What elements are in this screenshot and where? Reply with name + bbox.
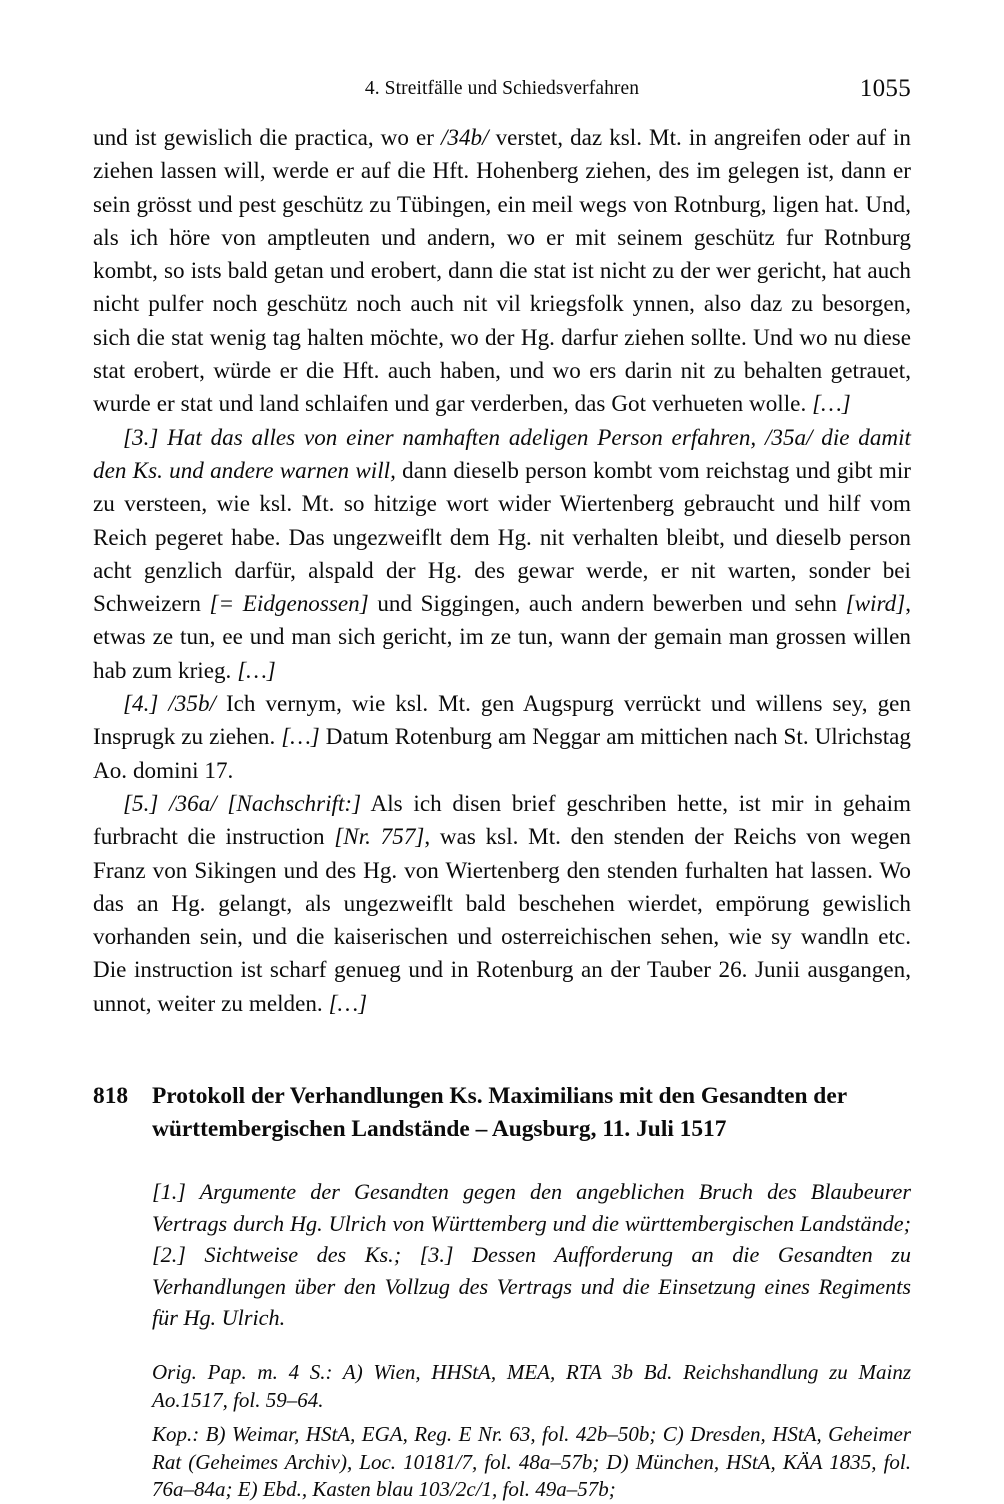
paragraph-5-marker: [5.] (123, 789, 159, 816)
gloss-wird: [wird] (845, 590, 906, 617)
nachschrift-label: [Nachschrift:] (227, 789, 362, 816)
archival-note-copies: Kop.: B) Weimar, HStA, EGA, Reg. E Nr. 63, fol. 42b–50b; C) Dresden, HStA, Geheimer Rat (Geheimes Archiv), Loc. 10181/7, fol. 48a–57b; D) München, HStA, KÄA 1835, fol. 76a–84a; E) Ebd., Kasten blau 103/2c/1, fol. 49a–57b; (152, 1422, 911, 1502)
folio-marker-36a: /36a/ (169, 789, 217, 816)
text-column (93, 121, 911, 1504)
paragraph-4-marker: [4.] (123, 690, 159, 717)
archival-note-original: Orig. Pap. m. 4 S.: A) Wien, HHStA, MEA, RTA 3b Bd. Reichshandlung zu Mainz Ao.1517, fol. 59–64. (152, 1359, 911, 1412)
folio-marker-34b: /34b/ (440, 124, 489, 150)
paragraph-3-ellipsis: […] (237, 656, 276, 683)
paragraph-5-text-a: Als ich disen brief geschriben hette, ist mir in gehaim furbracht die instruction (93, 789, 911, 850)
paragraph-1-ellipsis: […] (812, 390, 851, 417)
paragraph-4-text-b: Datum Rotenburg am Neggar am mittichen nach St. Ulrichstag Ao. domini 17. (93, 723, 911, 783)
paragraph-5-text-b: , was ksl. Mt. den stenden der Reichs von wegen Franz von Sikingen und des Hg. von Wiertenberg den stenden furhalten hat lassen. Wo das an Hg. gelangt, als ungezweiflt bald beschehen wierdet, empörung gewislich vorhanden sein, und die kaiserischen und osterreichischen sehen, wie sy wandln etc. Die instruction ist scharf genueg und in Rotenburg an der Tauber 26. Junii ausgangen, unnot, weiter zu melden. (93, 823, 911, 1016)
section-number: 818 (93, 1083, 129, 1110)
paragraph-continuation (93, 121, 911, 421)
reference-nr-757: [Nr. 757] (334, 823, 425, 850)
section-regest: [1.] Argumente der Gesandten gegen den angeblichen Bruch des Blaubeurer Vertrags durch Hg. Ulrich von Württemberg und die württembergischen Landstände; [2.] Sichtweise des Ks.; [3.] Dessen Aufforderung an die Gesandten zu Verhandlungen über den Vollzug des Vertrags und die Einsetzung eines Regiments für Hg. Ulrich. (152, 1179, 911, 1331)
running-head (93, 75, 911, 104)
paragraph-4-text-a: Ich vernym, wie ksl. Mt. gen Augspurg verrückt und willens sey, gen Insprugk zu ziehen. (93, 690, 911, 750)
paragraph-1-text-a: und ist gewislich die practica, wo er (93, 124, 441, 150)
paragraph-3 (93, 421, 911, 687)
section-heading (93, 1080, 911, 1145)
paragraph-4 (93, 687, 911, 787)
paragraph-3-text-a: dann dieselb person kombt vom reichstag und gibt mir zu versteen, wie ksl. Mt. so hitzige wort wider Wiertenberg gebraucht und hilf vom Reich pegeret habe. Das ungezweiflt dem Hg. nit verhalten bleibt, und dieselb person acht genzlich darfür, alspald der Hg. des gewar werde, er nit warten, sonder bei Schweizern (93, 456, 911, 617)
paragraph-5-ellipsis: […] (328, 989, 368, 1016)
section-title: Protokoll der Verhandlungen Ks. Maximilians mit den Gesandten der württembergischen Landstände – Augsburg, 11. Juli 1517 (152, 1083, 847, 1142)
gloss-eidgenossen: [= Eidgenossen] (209, 590, 369, 617)
running-head-title: 4. Streitfälle und Schiedsverfahren (364, 78, 640, 99)
paragraph-3-lead-b: die damit den Ks. und andere warnen will, (93, 423, 911, 483)
page-number: 1055 (859, 75, 911, 102)
folio-marker-35a: /35a/ (764, 423, 813, 450)
paragraph-1-text-b: verstet, daz ksl. Mt. in angreifen oder auf in ziehen lassen will, werde er auf die Hft. Hohenberg ziehen, des im gelegen ist, dann er sein grösst und pest geschütz zu Tübingen, ein meil wegs von Rotnburg, ligen hat. Und, als ich höre von amptleuten und andern, wo er mit seinem geschütz fur Rotnburg kombt, so ists bald getan und erobert, dann die stat ist nicht zu der wer gericht, hat auch nicht pulfer noch geschütz noch auch nit vil kriegsfolk ynnen, also daz zu besorgen, sich die stat wenig tag halten möchte, wo der Hg. darfur ziehen sollte. Und wo nu diese stat erobert, würde er die Hft. auch haben, und wo ers darin nit zu behalten getrauet, wurde er stat und land schlaifen und gar verderben, das Got verhueten wolle. (93, 124, 911, 417)
folio-marker-35b: /35b/ (168, 690, 216, 717)
paragraph-5 (93, 787, 911, 1020)
paragraph-3-text-c: , etwas ze tun, ee und man sich gericht, im ze tun, wann der gemain man grossen willen hab zum krieg. (93, 590, 911, 683)
paragraph-3-lead-a: [3.] Hat das alles von einer namhaften adeligen Person erfahren, (123, 423, 765, 450)
paragraph-4-ellipsis: […] (281, 723, 320, 750)
paragraph-3-text-b: und Siggingen, auch andern bewerben und sehn (368, 590, 846, 617)
